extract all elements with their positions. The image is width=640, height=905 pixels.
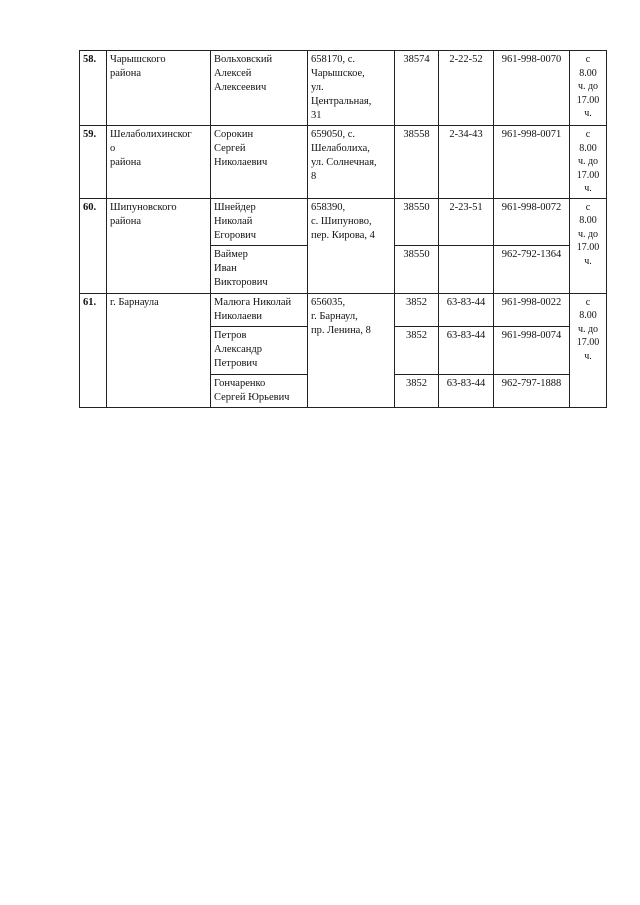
- mobile-number: 961-998-0071: [494, 126, 570, 199]
- working-hours: с 8.00 ч. до 17.00 ч.: [570, 51, 607, 126]
- phone-number: [439, 245, 494, 293]
- table-row: [80, 51, 607, 126]
- table-row: [80, 198, 607, 245]
- person-name: Ваймер Иван Викторович: [211, 245, 308, 293]
- table-row: [80, 293, 607, 326]
- phone-number: 2-22-52: [439, 51, 494, 126]
- person-name: Сорокин Сергей Николаевич: [211, 126, 308, 199]
- mobile-number: 961-998-0022: [494, 293, 570, 326]
- area-code: 3852: [395, 326, 439, 374]
- phone-number: 63-83-44: [439, 326, 494, 374]
- mobile-number: 962-797-1888: [494, 374, 570, 407]
- address: 656035, г. Барнаул, пр. Ленина, 8: [308, 293, 395, 407]
- mobile-number: 961-998-0074: [494, 326, 570, 374]
- district-name: Чарышского района: [107, 51, 211, 126]
- working-hours: с 8.00 ч. до 17.00 ч.: [570, 126, 607, 199]
- address: 658170, с. Чарышское, ул. Центральная, 31: [308, 51, 395, 126]
- mobile-number: 962-792-1364: [494, 245, 570, 293]
- person-name: Петров Александр Петрович: [211, 326, 308, 374]
- area-code: 38558: [395, 126, 439, 199]
- row-number: 61.: [80, 293, 107, 407]
- area-code: 3852: [395, 374, 439, 407]
- row-number: 58.: [80, 51, 107, 126]
- phone-number: 63-83-44: [439, 374, 494, 407]
- district-name: Шелаболихинског о района: [107, 126, 211, 199]
- working-hours: с 8.00 ч. до 17.00 ч.: [570, 293, 607, 407]
- area-code: 38574: [395, 51, 439, 126]
- district-name: Шипуновского района: [107, 198, 211, 293]
- address: 658390, с. Шипуново, пер. Кирова, 4: [308, 198, 395, 293]
- person-name: Гончаренко Сергей Юрьевич: [211, 374, 308, 407]
- area-code: 3852: [395, 293, 439, 326]
- officials-table: [79, 50, 607, 408]
- working-hours: с 8.00 ч. до 17.00 ч.: [570, 198, 607, 293]
- district-name: г. Барнаула: [107, 293, 211, 407]
- row-number: 60.: [80, 198, 107, 293]
- table-row: [80, 126, 607, 199]
- area-code: 38550: [395, 198, 439, 245]
- area-code: 38550: [395, 245, 439, 293]
- row-number: 59.: [80, 126, 107, 199]
- phone-number: 63-83-44: [439, 293, 494, 326]
- address: 659050, с. Шелаболиха, ул. Солнечная, 8: [308, 126, 395, 199]
- phone-number: 2-23-51: [439, 198, 494, 245]
- mobile-number: 961-998-0070: [494, 51, 570, 126]
- mobile-number: 961-998-0072: [494, 198, 570, 245]
- phone-number: 2-34-43: [439, 126, 494, 199]
- person-name: Шнейдер Николай Егорович: [211, 198, 308, 245]
- person-name: Малюга Николай Николаеви: [211, 293, 308, 326]
- person-name: Вольховский Алексей Алексеевич: [211, 51, 308, 126]
